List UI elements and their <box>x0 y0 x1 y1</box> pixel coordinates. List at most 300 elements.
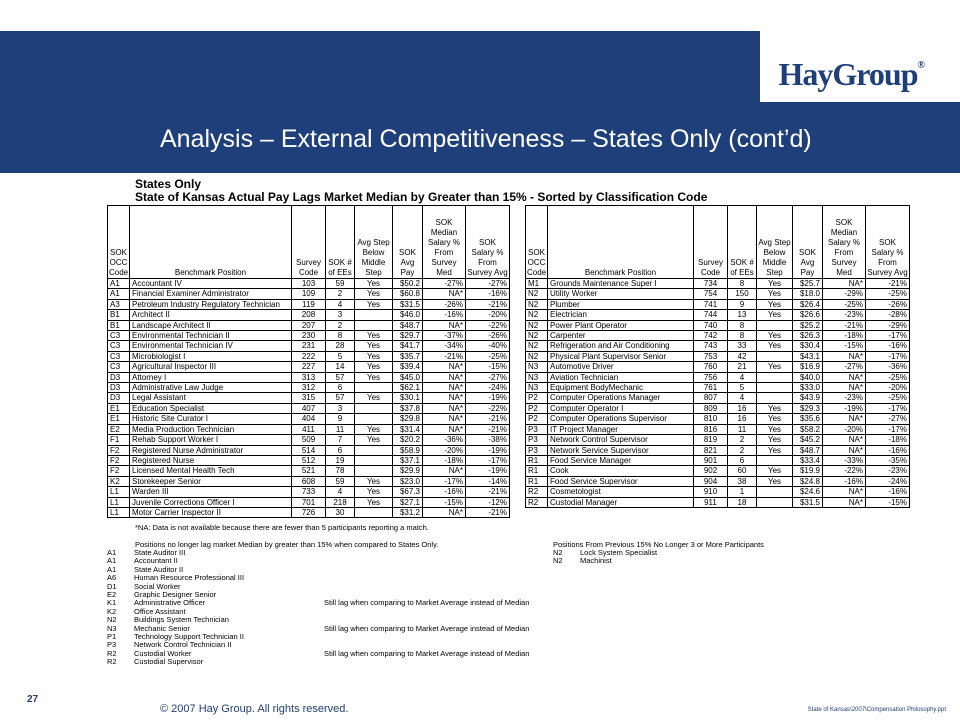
ees-cell: 9 <box>728 299 757 309</box>
median-diff-cell: NA* <box>423 372 466 382</box>
benchmark-cell: Architect II <box>130 310 292 320</box>
survey-code-cell: 753 <box>694 351 728 361</box>
benchmark-cell: Financial Examiner Administrator <box>130 289 292 299</box>
avg-step-cell <box>757 487 793 497</box>
avg-pay-cell: $29.8 <box>393 414 423 424</box>
median-diff-cell: -36% <box>423 435 466 445</box>
avg-diff-cell: -12% <box>466 497 510 507</box>
avg-diff-cell: -21% <box>466 299 510 309</box>
median-diff-cell: -27% <box>423 279 466 289</box>
list-item-name: Lock System Specialist <box>580 548 658 557</box>
col-header-avg-diff: SOK Salary % From Survey Avg <box>866 206 910 279</box>
occ-code-cell: C3 <box>108 362 130 372</box>
benchmark-cell: Environmental Technician IV <box>130 341 292 351</box>
avg-diff-cell: -19% <box>466 393 510 403</box>
avg-pay-cell: $31.4 <box>393 424 423 434</box>
avg-diff-cell: -24% <box>866 476 910 486</box>
avg-step-cell: Yes <box>757 299 793 309</box>
avg-step-cell <box>355 320 393 330</box>
col-header-survey-code: Survey Code <box>292 206 326 279</box>
col-header-avg-diff: SOK Salary % From Survey Avg <box>466 206 510 279</box>
median-diff-cell: -34% <box>423 341 466 351</box>
median-diff-cell: NA* <box>823 435 866 445</box>
list-item-name: Graphic Designer Senior <box>134 590 217 600</box>
benchmark-cell: Grounds Maintenance Super I <box>548 279 694 289</box>
avg-step-cell: Yes <box>757 331 793 341</box>
no-longer-lag-title: Positions no longer lag market Median by greater than 15% when compared to States Only. <box>135 540 439 549</box>
benchmark-cell: Microbiologist I <box>130 351 292 361</box>
list-item <box>107 658 529 666</box>
occ-code-cell: R1 <box>526 455 548 465</box>
median-diff-cell: -15% <box>423 497 466 507</box>
occ-code-cell: F2 <box>108 455 130 465</box>
median-diff-cell: -18% <box>823 331 866 341</box>
list-item-code: N3 <box>107 623 117 633</box>
benchmark-cell: Computer Operations Manager <box>548 393 694 403</box>
occ-code-cell: F1 <box>108 435 130 445</box>
previous-list <box>553 549 770 566</box>
avg-diff-cell: -17% <box>466 455 510 465</box>
occ-code-cell: F2 <box>108 466 130 476</box>
avg-pay-cell: $43.1 <box>793 351 823 361</box>
list-item-code: A6 <box>107 573 117 583</box>
ees-cell: 218 <box>326 497 355 507</box>
avg-step-cell: Yes <box>355 289 393 299</box>
ees-cell: 14 <box>326 362 355 372</box>
page-number: 27 <box>27 694 39 705</box>
survey-code-cell: 103 <box>292 279 326 289</box>
avg-step-cell: Yes <box>757 310 793 320</box>
median-diff-cell: -19% <box>823 403 866 413</box>
avg-diff-cell: -35% <box>866 455 910 465</box>
avg-pay-cell: $26.3 <box>793 331 823 341</box>
survey-code-cell: 816 <box>694 424 728 434</box>
ees-cell: 16 <box>728 403 757 413</box>
avg-diff-cell: -29% <box>866 320 910 330</box>
benchmark-cell: Media Production Technician <box>130 424 292 434</box>
list-item-code: A1 <box>107 548 117 557</box>
list-item-name: Buildings System Technician <box>134 615 229 625</box>
survey-code-cell: 734 <box>694 279 728 289</box>
avg-pay-cell: $25.2 <box>793 320 823 330</box>
survey-code-cell: 231 <box>292 341 326 351</box>
median-diff-cell: NA* <box>823 279 866 289</box>
benchmark-cell: Cook <box>548 466 694 476</box>
median-diff-cell: -21% <box>823 320 866 330</box>
occ-code-cell: R1 <box>526 466 548 476</box>
col-header-avg-step: Avg Step Below Middle Step <box>757 206 793 279</box>
occ-code-cell: A1 <box>108 279 130 289</box>
col-header-median-diff: SOK Median Salary % From Survey Med <box>823 206 866 279</box>
avg-step-cell: Yes <box>757 476 793 486</box>
table-row <box>526 403 910 413</box>
avg-pay-cell: $67.3 <box>393 487 423 497</box>
median-diff-cell: NA* <box>423 403 466 413</box>
survey-code-cell: 222 <box>292 351 326 361</box>
benchmark-cell: Equipment BodyMechanic <box>548 383 694 393</box>
avg-pay-cell: $29.3 <box>793 403 823 413</box>
list-item-name: Human Resource Professional III <box>134 573 245 583</box>
ees-cell: 4 <box>326 487 355 497</box>
avg-diff-cell: -28% <box>866 310 910 320</box>
avg-step-cell: Yes <box>355 476 393 486</box>
avg-diff-cell: -16% <box>866 445 910 455</box>
avg-diff-cell: -25% <box>866 289 910 299</box>
avg-step-cell: Yes <box>757 403 793 413</box>
ees-cell: 21 <box>728 362 757 372</box>
avg-pay-cell: $19.9 <box>793 466 823 476</box>
survey-code-cell: 313 <box>292 372 326 382</box>
survey-code-cell: 109 <box>292 289 326 299</box>
ees-cell: 59 <box>326 476 355 486</box>
col-header-median-diff: SOK Median Salary % From Survey Med <box>423 206 466 279</box>
table-row <box>526 445 910 455</box>
list-item-code: K2 <box>107 606 117 616</box>
benchmark-cell: Petroleum Industry Regulatory Technician <box>130 299 292 309</box>
table-row <box>108 383 510 393</box>
avg-pay-cell: $20.2 <box>393 435 423 445</box>
benchmark-cell: Historic Site Curator I <box>130 414 292 424</box>
ees-cell: 57 <box>326 393 355 403</box>
avg-pay-cell: $24.8 <box>793 476 823 486</box>
avg-pay-cell: $40.0 <box>793 372 823 382</box>
ees-cell: 9 <box>326 414 355 424</box>
survey-code-cell: 733 <box>292 487 326 497</box>
avg-pay-cell: $30.4 <box>793 341 823 351</box>
median-diff-cell: -16% <box>423 487 466 497</box>
benchmark-cell: Environmental Technician II <box>130 331 292 341</box>
occ-code-cell: K2 <box>108 476 130 486</box>
list-item-code: A1 <box>107 564 117 574</box>
avg-step-cell <box>757 372 793 382</box>
ees-cell: 2 <box>326 289 355 299</box>
median-diff-cell: NA* <box>423 424 466 434</box>
benchmark-cell: Computer Operator I <box>548 403 694 413</box>
benchmark-cell: Storekeeper Senior <box>130 476 292 486</box>
occ-code-cell: A1 <box>108 289 130 299</box>
avg-diff-cell: -19% <box>466 445 510 455</box>
avg-pay-cell: $58.9 <box>393 445 423 455</box>
table-row <box>108 299 510 309</box>
avg-pay-cell: $30.1 <box>393 393 423 403</box>
logo-area <box>760 31 960 102</box>
median-diff-cell: -27% <box>823 362 866 372</box>
table-row <box>526 497 910 507</box>
survey-code-cell: 208 <box>292 310 326 320</box>
list-item-name: Technology Support Technician II <box>134 632 244 642</box>
avg-diff-cell: -17% <box>866 424 910 434</box>
avg-step-cell <box>757 393 793 403</box>
no-longer-lag-list <box>107 549 529 667</box>
avg-step-cell: Yes <box>757 279 793 289</box>
occ-code-cell: C3 <box>108 341 130 351</box>
median-diff-cell: -20% <box>423 445 466 455</box>
benchmark-cell: Licensed Mental Health Tech <box>130 466 292 476</box>
list-item-name: Administrative Officer <box>134 598 206 608</box>
survey-code-cell: 741 <box>694 299 728 309</box>
avg-step-cell: Yes <box>757 466 793 476</box>
ees-cell: 8 <box>728 320 757 330</box>
avg-diff-cell: -27% <box>866 414 910 424</box>
benchmark-cell: Power Plant Operator <box>548 320 694 330</box>
avg-diff-cell: -38% <box>466 435 510 445</box>
median-diff-cell: -16% <box>423 310 466 320</box>
benchmark-cell: Administrative Law Judge <box>130 383 292 393</box>
ees-cell: 13 <box>728 310 757 320</box>
ees-cell: 5 <box>326 351 355 361</box>
table-row <box>526 331 910 341</box>
col-header-avg-pay: SOK Avg Pay <box>393 206 423 279</box>
survey-code-cell: 819 <box>694 435 728 445</box>
benchmark-cell: Accountant IV <box>130 279 292 289</box>
survey-code-cell: 902 <box>694 466 728 476</box>
avg-step-cell <box>355 445 393 455</box>
ees-cell: 2 <box>728 445 757 455</box>
avg-step-cell: Yes <box>355 435 393 445</box>
benchmark-cell: Landscape Architect II <box>130 320 292 330</box>
benchmark-cell: Custodial Manager <box>548 497 694 507</box>
avg-pay-cell: $23.0 <box>393 476 423 486</box>
occ-code-cell: D3 <box>108 383 130 393</box>
occ-code-cell: N2 <box>526 320 548 330</box>
avg-diff-cell: -21% <box>466 487 510 497</box>
right-data-table <box>525 205 910 508</box>
avg-pay-cell: $60.8 <box>393 289 423 299</box>
survey-code-cell: 726 <box>292 507 326 517</box>
avg-step-cell <box>355 414 393 424</box>
table-row <box>108 393 510 403</box>
table-row <box>526 341 910 351</box>
avg-step-cell: Yes <box>355 351 393 361</box>
list-item-name: Network Control Technician II <box>134 640 232 650</box>
col-header-benchmark: Benchmark Position <box>130 206 292 279</box>
ees-cell: 150 <box>728 289 757 299</box>
avg-diff-cell: -22% <box>466 403 510 413</box>
benchmark-cell: Aviation Technician <box>548 372 694 382</box>
median-diff-cell: -23% <box>823 310 866 320</box>
survey-code-cell: 740 <box>694 320 728 330</box>
benchmark-cell: Computer Operations Supervisor <box>548 414 694 424</box>
table-row <box>108 455 510 465</box>
survey-code-cell: 744 <box>694 310 728 320</box>
occ-code-cell: N2 <box>526 289 548 299</box>
avg-step-cell: Yes <box>355 424 393 434</box>
col-header-occ-code: SOK OCC Code <box>526 206 548 279</box>
ees-cell: 6 <box>728 455 757 465</box>
table-row <box>108 424 510 434</box>
table-row <box>526 393 910 403</box>
list-item-name: Machinist <box>580 556 612 566</box>
list-item-code: R2 <box>107 657 117 667</box>
avg-step-cell: Yes <box>757 414 793 424</box>
avg-pay-cell: $43.9 <box>793 393 823 403</box>
table-row <box>108 414 510 424</box>
occ-code-cell: P2 <box>526 393 548 403</box>
benchmark-cell: Motor Carrier Inspector II <box>130 507 292 517</box>
median-diff-cell: -17% <box>423 476 466 486</box>
table-header-row <box>526 206 910 279</box>
median-diff-cell: NA* <box>823 372 866 382</box>
occ-code-cell: P2 <box>526 414 548 424</box>
avg-diff-cell: -40% <box>466 341 510 351</box>
occ-code-cell: N3 <box>526 362 548 372</box>
occ-code-cell: R1 <box>526 476 548 486</box>
survey-code-cell: 315 <box>292 393 326 403</box>
median-diff-cell: NA* <box>823 351 866 361</box>
table-row <box>526 310 910 320</box>
list-item-code: R2 <box>107 648 117 658</box>
avg-diff-cell: -25% <box>866 393 910 403</box>
ees-cell: 6 <box>326 383 355 393</box>
occ-code-cell: R2 <box>526 497 548 507</box>
survey-code-cell: 227 <box>292 362 326 372</box>
avg-diff-cell: -24% <box>466 383 510 393</box>
avg-pay-cell: $45.2 <box>793 435 823 445</box>
benchmark-cell: Refrigeration and Air Conditioning <box>548 341 694 351</box>
occ-code-cell: E2 <box>108 424 130 434</box>
col-header-occ-code: SOK OCC Code <box>108 206 130 279</box>
avg-diff-cell: -16% <box>866 341 910 351</box>
benchmark-cell: Network Service Supervisor <box>548 445 694 455</box>
survey-code-cell: 810 <box>694 414 728 424</box>
survey-code-cell: 404 <box>292 414 326 424</box>
table-header-row <box>108 206 510 279</box>
median-diff-cell: -21% <box>423 351 466 361</box>
avg-step-cell: Yes <box>757 424 793 434</box>
avg-diff-cell: -21% <box>466 424 510 434</box>
col-header-ees: SOK # of EEs <box>326 206 355 279</box>
avg-step-cell: Yes <box>757 341 793 351</box>
avg-step-cell <box>355 403 393 413</box>
col-header-avg-pay: SOK Avg Pay <box>793 206 823 279</box>
survey-code-cell: 119 <box>292 299 326 309</box>
survey-code-cell: 521 <box>292 466 326 476</box>
occ-code-cell: A3 <box>108 299 130 309</box>
median-diff-cell: -25% <box>823 299 866 309</box>
benchmark-cell: Warden III <box>130 487 292 497</box>
avg-diff-cell: -26% <box>866 299 910 309</box>
occ-code-cell: C3 <box>108 351 130 361</box>
avg-diff-cell: -27% <box>466 279 510 289</box>
ees-cell: 4 <box>326 299 355 309</box>
benchmark-cell: Juvenile Corrections Officer I <box>130 497 292 507</box>
benchmark-cell: Rehab Support Worker I <box>130 435 292 445</box>
table-row <box>108 320 510 330</box>
list-item-name: Accountant II <box>134 556 178 566</box>
survey-code-cell: 411 <box>292 424 326 434</box>
table-row <box>108 445 510 455</box>
avg-diff-cell: -21% <box>466 507 510 517</box>
table-row <box>526 424 910 434</box>
occ-code-cell: B1 <box>108 320 130 330</box>
ees-cell: 11 <box>728 424 757 434</box>
avg-step-cell <box>757 320 793 330</box>
avg-pay-cell: $24.6 <box>793 487 823 497</box>
list-item-code: P1 <box>107 632 117 642</box>
avg-diff-cell: -26% <box>466 331 510 341</box>
table-row <box>108 362 510 372</box>
survey-code-cell: 509 <box>292 435 326 445</box>
median-diff-cell: -26% <box>423 299 466 309</box>
avg-step-cell <box>757 497 793 507</box>
avg-pay-cell: $26.6 <box>793 310 823 320</box>
left-data-table <box>107 205 510 518</box>
survey-code-cell: 910 <box>694 487 728 497</box>
avg-diff-cell: -14% <box>466 476 510 486</box>
list-item-note: Still lag when comparing to Market Average instead of Median <box>324 623 530 633</box>
benchmark-cell: Network Control Supervisor <box>548 435 694 445</box>
list-item-code: A1 <box>107 556 117 566</box>
median-diff-cell: NA* <box>823 497 866 507</box>
avg-pay-cell: $50.2 <box>393 279 423 289</box>
avg-step-cell <box>355 383 393 393</box>
list-item-name: Social Worker <box>134 581 181 591</box>
ees-cell: 7 <box>326 435 355 445</box>
previous-title: Positions From Previous 15% No Longer 3 or More Participants <box>553 540 764 549</box>
occ-code-cell: D3 <box>108 393 130 403</box>
median-diff-cell: NA* <box>423 393 466 403</box>
ees-cell: 4 <box>728 393 757 403</box>
ees-cell: 38 <box>728 476 757 486</box>
survey-code-cell: 761 <box>694 383 728 393</box>
col-header-benchmark: Benchmark Position <box>548 206 694 279</box>
table-row <box>526 455 910 465</box>
table-row <box>108 351 510 361</box>
table-row <box>108 476 510 486</box>
avg-pay-cell: $31.5 <box>793 497 823 507</box>
list-item-code: D1 <box>107 581 117 591</box>
median-diff-cell: NA* <box>423 320 466 330</box>
avg-step-cell: Yes <box>355 362 393 372</box>
avg-pay-cell: $37.1 <box>393 455 423 465</box>
avg-step-cell: Yes <box>355 341 393 351</box>
table-row <box>108 487 510 497</box>
ees-cell: 8 <box>728 331 757 341</box>
list-item-name: State Auditor III <box>134 548 186 557</box>
table-row <box>108 497 510 507</box>
occ-code-cell: R2 <box>526 487 548 497</box>
ees-cell: 5 <box>728 383 757 393</box>
table-row <box>526 435 910 445</box>
avg-pay-cell: $37.8 <box>393 403 423 413</box>
benchmark-cell: Automotive Driver <box>548 362 694 372</box>
avg-step-cell: Yes <box>355 299 393 309</box>
benchmark-cell: Registered Nurse Administrator <box>130 445 292 455</box>
ees-cell: 28 <box>326 341 355 351</box>
avg-diff-cell: -19% <box>466 466 510 476</box>
table-row <box>108 435 510 445</box>
benchmark-cell: Food Service Supervisor <box>548 476 694 486</box>
survey-code-cell: 901 <box>694 455 728 465</box>
section-subheading: State of Kansas Actual Pay Lags Market Median by Greater than 15% - Sorted by Classification Code <box>135 190 708 204</box>
list-item-code: N2 <box>107 615 117 625</box>
list-item-code: N2 <box>553 548 563 557</box>
avg-diff-cell: -25% <box>466 351 510 361</box>
avg-step-cell: Yes <box>757 445 793 455</box>
survey-code-cell: 904 <box>694 476 728 486</box>
avg-step-cell: Yes <box>355 331 393 341</box>
occ-code-cell: N2 <box>526 331 548 341</box>
ees-cell: 59 <box>326 279 355 289</box>
avg-diff-cell: -17% <box>866 403 910 413</box>
median-diff-cell: -22% <box>823 466 866 476</box>
list-item-note: Still lag when comparing to Market Average instead of Median <box>324 598 530 608</box>
ees-cell: 11 <box>326 424 355 434</box>
benchmark-cell: Physical Plant Supervisor Senior <box>548 351 694 361</box>
table-row <box>108 289 510 299</box>
ees-cell: 6 <box>326 445 355 455</box>
table-row <box>526 320 910 330</box>
